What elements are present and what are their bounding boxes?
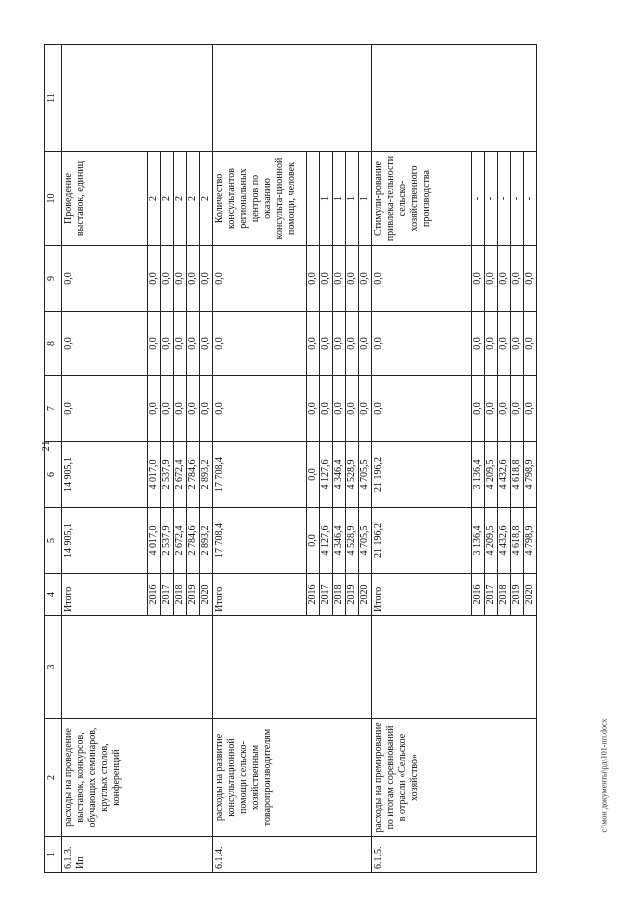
col-header: 7 (45, 376, 62, 442)
total-value: 0,0 (62, 376, 148, 442)
value-cell: - (524, 152, 537, 246)
value-cell: 0,0 (307, 376, 320, 442)
value-cell: 0,0 (333, 376, 346, 442)
col-header: 2 (45, 719, 62, 837)
year-cell: 2020 (524, 574, 537, 616)
value-cell: 0,0 (498, 376, 511, 442)
value-cell: 0,0 (524, 376, 537, 442)
value-cell: 4 705,5 (359, 442, 372, 508)
section-name: расходы на развитие консультационной помощи сельско-хозяйственным товаропроизводителям (213, 719, 372, 837)
value-cell: - (511, 152, 524, 246)
value-cell: 0,0 (200, 246, 213, 312)
value-cell: 4 798,9 (524, 442, 537, 508)
section-total-row (213, 45, 307, 873)
section-code: 6.1.4. (213, 837, 372, 873)
col-header: 6 (45, 442, 62, 508)
indicator-text: Стимули-рование привлека-тельности сельско-хозяйственного производства (372, 152, 472, 246)
section-code: 6.1.5. (372, 837, 537, 873)
section-col3 (213, 616, 372, 719)
year-cell: 2018 (174, 574, 187, 616)
value-cell: 0,0 (472, 376, 485, 442)
value-cell: 0,0 (187, 376, 200, 442)
value-cell: 4 432,6 (498, 508, 511, 574)
section-col11 (213, 45, 372, 152)
section-col11 (62, 45, 213, 152)
value-cell: 0,0 (472, 246, 485, 312)
value-cell: 1 (333, 152, 346, 246)
year-cell: 2019 (346, 574, 359, 616)
value-cell: 0,0 (524, 312, 537, 376)
col-header: 9 (45, 246, 62, 312)
value-cell: 1 (359, 152, 372, 246)
value-cell: 1 (346, 152, 359, 246)
year-cell: 2020 (200, 574, 213, 616)
value-cell: 0,0 (307, 508, 320, 574)
value-cell: 0,0 (148, 312, 161, 376)
year-cell: 2017 (161, 574, 174, 616)
col-header: 1 (45, 837, 62, 873)
section-code: 6.1.3. Ип (62, 837, 213, 873)
total-value: 14 905,1 (62, 508, 148, 574)
value-cell: 4 618,8 (511, 442, 524, 508)
value-cell: - (485, 152, 498, 246)
section-col3 (62, 616, 213, 719)
total-value: 0,0 (372, 246, 472, 312)
total-value: 0,0 (372, 376, 472, 442)
program-table (44, 44, 537, 873)
value-cell: 2 (200, 152, 213, 246)
value-cell: 0,0 (359, 376, 372, 442)
value-cell: 4 209,5 (485, 508, 498, 574)
value-cell: 0,0 (148, 376, 161, 442)
section-name: расходы на премирование по итогам соревнований в отрасли «Сельское хозяйство» (372, 719, 537, 837)
value-cell: 0,0 (498, 246, 511, 312)
value-cell: 0,0 (307, 442, 320, 508)
value-cell: 0,0 (148, 246, 161, 312)
value-cell: - (498, 152, 511, 246)
value-cell: 4 017,0 (148, 508, 161, 574)
value-cell: 0,0 (320, 312, 333, 376)
total-value: 0,0 (372, 312, 472, 376)
value-cell: 0,0 (498, 312, 511, 376)
total-value: 0,0 (213, 246, 307, 312)
total-value: 0,0 (213, 312, 307, 376)
footer-path-text: c:\мои документы\рд\101-пп.docx (599, 718, 609, 833)
value-cell: 0,0 (161, 312, 174, 376)
value-cell: 2 (148, 152, 161, 246)
value-cell: 1 (320, 152, 333, 246)
value-cell: 0,0 (187, 246, 200, 312)
value-cell: 0,0 (511, 312, 524, 376)
year-cell: 2018 (498, 574, 511, 616)
value-cell: 0,0 (346, 246, 359, 312)
value-cell: 4 017,0 (148, 442, 161, 508)
value-cell: 2 784,6 (187, 442, 200, 508)
indicator-text: Количество консультантов региональных центров по оказанию консульта-ционной помощи, человек (213, 152, 307, 246)
section-col3 (372, 616, 537, 719)
value-cell: 3 136,4 (472, 442, 485, 508)
value-cell: - (472, 152, 485, 246)
indicator-text: Проведение выставок, единиц (62, 152, 148, 246)
value-cell: 0,0 (307, 312, 320, 376)
col-header: 4 (45, 574, 62, 616)
page-number-text: 21 (40, 440, 52, 452)
year-cell: 2017 (485, 574, 498, 616)
total-value: 17 708,4 (213, 442, 307, 508)
col-header: 11 (45, 45, 62, 152)
value-cell: 2 672,4 (174, 508, 187, 574)
section-col11 (372, 45, 537, 152)
value-cell: 0,0 (333, 246, 346, 312)
value-cell: 0,0 (511, 246, 524, 312)
total-label: Итого (62, 574, 148, 616)
value-cell: 2 537,9 (161, 442, 174, 508)
value-cell: 2 537,9 (161, 508, 174, 574)
value-cell: 0,0 (472, 312, 485, 376)
value-cell: 2 (187, 152, 200, 246)
value-cell: 4 705,5 (359, 508, 372, 574)
col-header: 8 (45, 312, 62, 376)
value-cell: 4 432,6 (498, 442, 511, 508)
value-cell: 4 127,6 (320, 508, 333, 574)
value-cell: 4 346,4 (333, 508, 346, 574)
value-cell: 0,0 (320, 246, 333, 312)
value-cell: 0,0 (485, 312, 498, 376)
value-cell: 0,0 (346, 312, 359, 376)
total-value: 0,0 (213, 376, 307, 442)
year-cell: 2016 (148, 574, 161, 616)
value-cell: 0,0 (200, 312, 213, 376)
value-cell: 0,0 (485, 246, 498, 312)
table-body (62, 45, 537, 873)
value-cell: 2 893,2 (200, 442, 213, 508)
section-total-row (62, 45, 148, 873)
value-cell: 0,0 (187, 312, 200, 376)
year-cell: 2016 (472, 574, 485, 616)
value-cell: 2 (174, 152, 187, 246)
value-cell: 0,0 (320, 376, 333, 442)
value-cell: 2 893,2 (200, 508, 213, 574)
section-name: расходы на проведение выставок, конкурсов, обучающих семинаров, круглых столов, конференций (62, 719, 213, 837)
value-cell: 0,0 (174, 246, 187, 312)
year-cell: 2020 (359, 574, 372, 616)
year-cell: 2019 (187, 574, 200, 616)
total-value: 17 708,4 (213, 508, 307, 574)
value-cell: 2 (161, 152, 174, 246)
header-row (45, 45, 62, 873)
value-cell: 4 127,6 (320, 442, 333, 508)
total-label: Итого (213, 574, 307, 616)
value-cell: 4 618,8 (511, 508, 524, 574)
col-header: 5 (45, 508, 62, 574)
value-cell: 0,0 (511, 376, 524, 442)
total-label: Итого (372, 574, 472, 616)
total-value: 21 196,2 (372, 508, 472, 574)
col-header: 10 (45, 152, 62, 246)
value-cell: 0,0 (359, 246, 372, 312)
value-cell: 4 209,5 (485, 442, 498, 508)
value-cell: 3 136,4 (472, 508, 485, 574)
value-cell: 4 528,9 (346, 442, 359, 508)
rotated-table-sheet (44, 45, 581, 873)
year-cell: 2018 (333, 574, 346, 616)
year-cell: 2019 (511, 574, 524, 616)
total-value: 14 905,1 (62, 442, 148, 508)
value-cell: 0,0 (200, 376, 213, 442)
year-cell: 2016 (307, 574, 320, 616)
year-cell: 2017 (320, 574, 333, 616)
value-cell: 4 346,4 (333, 442, 346, 508)
value-cell: 0,0 (161, 246, 174, 312)
value-cell: 0,0 (485, 376, 498, 442)
value-cell: 2 784,6 (187, 508, 200, 574)
value-cell: 4 798,9 (524, 508, 537, 574)
total-value: 21 196,2 (372, 442, 472, 508)
value-cell: 0,0 (524, 246, 537, 312)
value-cell: 4 528,9 (346, 508, 359, 574)
value-cell: 0,0 (346, 376, 359, 442)
total-value: 0,0 (62, 312, 148, 376)
value-cell: 0,0 (333, 312, 346, 376)
value-cell (307, 152, 320, 246)
value-cell: 0,0 (174, 312, 187, 376)
value-cell: 0,0 (161, 376, 174, 442)
section-total-row (372, 45, 472, 873)
value-cell: 0,0 (307, 246, 320, 312)
col-header: 3 (45, 616, 62, 719)
value-cell: 0,0 (359, 312, 372, 376)
value-cell: 0,0 (174, 376, 187, 442)
value-cell: 2 672,4 (174, 442, 187, 508)
total-value: 0,0 (62, 246, 148, 312)
